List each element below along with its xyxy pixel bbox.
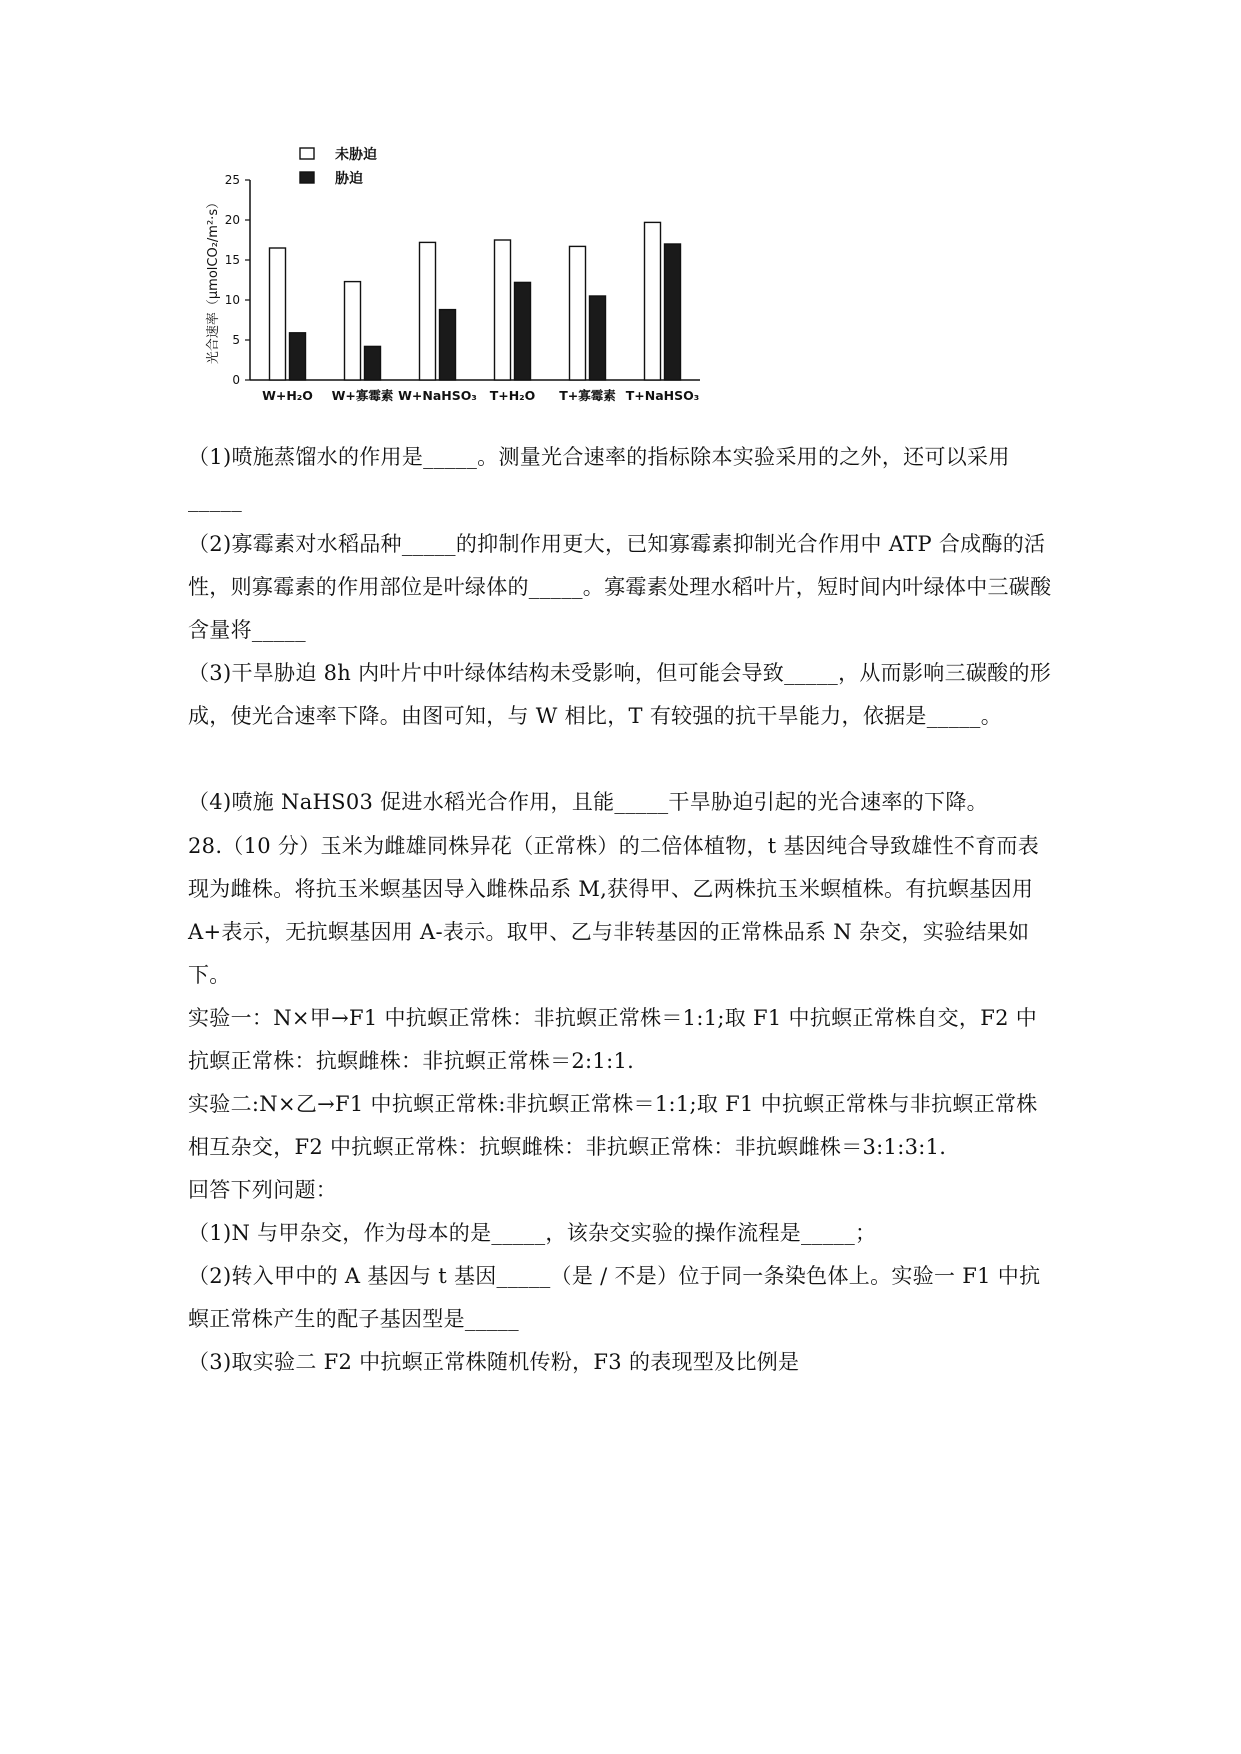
y-tick-label: 15: [224, 253, 240, 267]
legend-swatch: [300, 148, 314, 159]
y-tick-label: 5: [232, 333, 240, 347]
y-tick-label: 25: [224, 173, 240, 187]
question-27-part-2: （2)寡霉素对水稻品种_____的抑制作用更大，已知寡霉素抑制光合作用中 ATP 合成酶的活性，则寡霉素的作用部位是叶绿体的_____。寡霉素处理水稻叶片，短时间内叶绿体中三碳酸含量将_____: [188, 532, 1052, 642]
answer-prompt: 回答下列问题：: [188, 1178, 338, 1202]
question-27-part-1: （1)喷施蒸馏水的作用是_____。测量光合速率的指标除本实验采用的之外，还可以采用_____: [188, 445, 1010, 512]
x-tick-label: T+寡霉素: [559, 388, 616, 403]
x-tick-label: W+H₂O: [262, 388, 313, 403]
question-27-part-4: （4)喷施 NaHS03 促进水稻光合作用，且能_____干旱胁迫引起的光合速率的下降。: [188, 790, 988, 814]
question-28-part-2: （2)转入甲中的 A 基因与 t 基因_____（是 / 不是）位于同一条染色体上。实验一 F1 中抗螟正常株产生的配子基因型是_____: [188, 1264, 1041, 1331]
y-axis-label: 光合速率（μmolCO₂/m²·s）: [206, 195, 221, 365]
x-tick-label: T+H₂O: [489, 388, 536, 403]
question-28-part-1: （1)N 与甲杂交，作为母本的是_____，该杂交实验的操作流程是_____；: [188, 1221, 877, 1245]
x-tick-label: T+NaHSO₃: [625, 388, 700, 403]
y-tick-label: 20: [224, 213, 240, 227]
legend-swatch: [300, 172, 314, 183]
x-tick-label: W+寡霉素: [331, 388, 394, 403]
experiment-two: 实验二:N×乙→F1 中抗螟正常株:非抗螟正常株＝1:1;取 F1 中抗螟正常株与非抗螟正常株相互杂交，F2 中抗螟正常株：抗螟雌株：非抗螟正常株：非抗螟雌株＝3:1:3:1.: [188, 1092, 1038, 1159]
bar-unstressed: [420, 242, 436, 380]
legend-label: 胁迫: [335, 171, 363, 187]
bar-unstressed: [645, 222, 661, 380]
bar-unstressed: [570, 246, 586, 380]
y-tick-label: 10: [224, 293, 240, 307]
bar-stressed: [365, 346, 381, 380]
bar-stressed: [515, 282, 531, 380]
bar-unstressed: [345, 282, 361, 380]
question-28-part-3: （3)取实验二 F2 中抗螟正常株随机传粉，F3 的表现型及比例是: [188, 1350, 800, 1374]
bar-stressed: [440, 310, 456, 380]
bar-stressed: [665, 244, 681, 380]
bar-stressed: [590, 296, 606, 380]
y-tick-label: 0: [232, 373, 240, 387]
bar-stressed: [290, 333, 306, 380]
bar-unstressed: [495, 240, 511, 380]
question-27-part-3: （3)干旱胁迫 8h 内叶片中叶绿体结构未受影响，但可能会导致_____，从而影响三碳酸的形成，使光合速率下降。由图可知，与 W 相比，T 有较强的抗干旱能力，依据是_____。: [188, 661, 1052, 728]
experiment-one: 实验一：N×甲→F1 中抗螟正常株：非抗螟正常株＝1:1;取 F1 中抗螟正常株自交，F2 中抗螟正常株：抗螟雌株：非抗螟正常株＝2:1:1.: [188, 1006, 1038, 1073]
legend-label: 未胁迫: [335, 147, 377, 163]
question-28-stem: 28.（10 分）玉米为雌雄同株异花（正常株）的二倍体植物，t 基因纯合导致雄性不育而表现为雌株。将抗玉米螟基因导入雌株品系 M,获得甲、乙两株抗玉米螟植株。有抗螟基因用 A+表示，无抗螟基因用 A-表示。取甲、乙与非转基因的正常株品系 N 杂交，实验结果如下。: [188, 834, 1041, 987]
x-tick-label: W+NaHSO₃: [398, 388, 477, 403]
photosynthesis-rate-bar-chart: [200, 140, 720, 415]
bar-unstressed: [270, 248, 286, 380]
